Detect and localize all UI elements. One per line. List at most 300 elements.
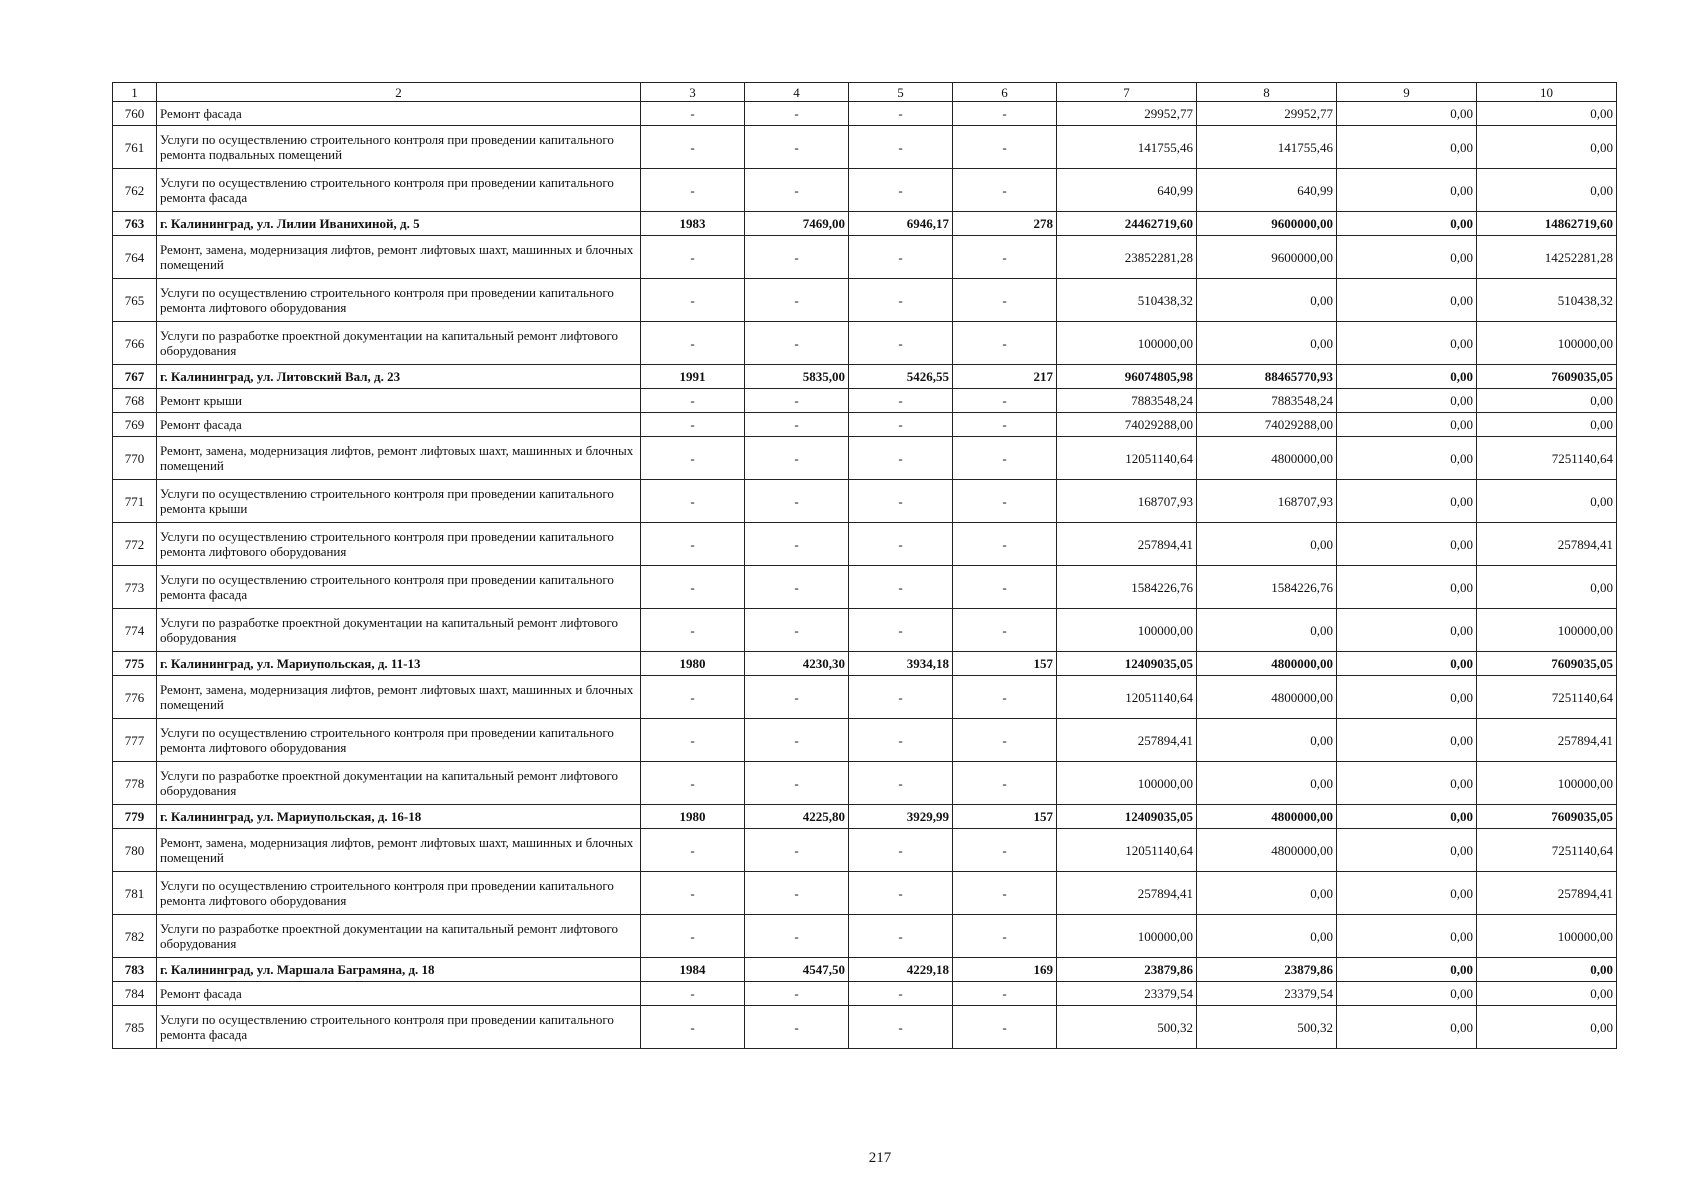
col-10-value: 0,00 bbox=[1477, 566, 1617, 609]
col-10-value: 0,00 bbox=[1477, 413, 1617, 437]
col-3-value: - bbox=[641, 762, 745, 805]
work-description: Услуги по осуществлению строительного контроля при проведении капитального ремонта фасада bbox=[157, 1006, 641, 1049]
work-description: г. Калининград, ул. Маршала Баграмяна, д. 18 bbox=[157, 958, 641, 982]
table-row bbox=[113, 437, 1617, 480]
col-6-value: - bbox=[953, 829, 1057, 872]
col-10-value: 7251140,64 bbox=[1477, 437, 1617, 480]
col-10-value: 7251140,64 bbox=[1477, 676, 1617, 719]
col-6-value: 278 bbox=[953, 212, 1057, 236]
col-9-value: 0,00 bbox=[1337, 982, 1477, 1006]
col-7-value: 12051140,64 bbox=[1057, 829, 1197, 872]
col-8-value: 168707,93 bbox=[1197, 480, 1337, 523]
col-9-value: 0,00 bbox=[1337, 829, 1477, 872]
col-6-value: - bbox=[953, 279, 1057, 322]
col-10-value: 7251140,64 bbox=[1477, 829, 1617, 872]
table-row bbox=[113, 762, 1617, 805]
row-number: 776 bbox=[113, 676, 157, 719]
table-row bbox=[113, 279, 1617, 322]
col-7-value: 168707,93 bbox=[1057, 480, 1197, 523]
col-10-value: 0,00 bbox=[1477, 958, 1617, 982]
col-6-value: 157 bbox=[953, 805, 1057, 829]
work-description: Ремонт фасада bbox=[157, 413, 641, 437]
table-row bbox=[113, 102, 1617, 126]
col-7-value: 257894,41 bbox=[1057, 719, 1197, 762]
col-7-value: 12051140,64 bbox=[1057, 676, 1197, 719]
col-9-value: 0,00 bbox=[1337, 480, 1477, 523]
col-8-value: 4800000,00 bbox=[1197, 829, 1337, 872]
col-6-value: - bbox=[953, 169, 1057, 212]
col-3-value: 1980 bbox=[641, 805, 745, 829]
col-3-value: - bbox=[641, 1006, 745, 1049]
col-9-value: 0,00 bbox=[1337, 413, 1477, 437]
col-10-value: 100000,00 bbox=[1477, 609, 1617, 652]
col-8-value: 0,00 bbox=[1197, 523, 1337, 566]
col-3-value: - bbox=[641, 566, 745, 609]
col-5-value: - bbox=[849, 566, 953, 609]
col-8-value: 74029288,00 bbox=[1197, 413, 1337, 437]
col-7-value: 74029288,00 bbox=[1057, 413, 1197, 437]
col-10-value: 7609035,05 bbox=[1477, 805, 1617, 829]
col-3-value: - bbox=[641, 719, 745, 762]
col-10-value: 0,00 bbox=[1477, 982, 1617, 1006]
row-number: 773 bbox=[113, 566, 157, 609]
table-row bbox=[113, 523, 1617, 566]
work-description: г. Калининград, ул. Мариупольская, д. 11-13 bbox=[157, 652, 641, 676]
work-description: Услуги по осуществлению строительного контроля при проведении капитального ремонта лифтового оборудования bbox=[157, 872, 641, 915]
table-row bbox=[113, 126, 1617, 169]
row-number: 785 bbox=[113, 1006, 157, 1049]
col-7-value: 100000,00 bbox=[1057, 762, 1197, 805]
col-9-value: 0,00 bbox=[1337, 958, 1477, 982]
col-5-value: - bbox=[849, 829, 953, 872]
col-7-value: 7883548,24 bbox=[1057, 389, 1197, 413]
col-10-value: 0,00 bbox=[1477, 169, 1617, 212]
col-6-value: - bbox=[953, 872, 1057, 915]
table-row bbox=[113, 915, 1617, 958]
col-5-value: - bbox=[849, 126, 953, 169]
work-description: Ремонт, замена, модернизация лифтов, ремонт лифтовых шахт, машинных и блочных помещений bbox=[157, 829, 641, 872]
col-9-value: 0,00 bbox=[1337, 437, 1477, 480]
col-4-value: - bbox=[745, 102, 849, 126]
col-8-value: 9600000,00 bbox=[1197, 212, 1337, 236]
row-number: 771 bbox=[113, 480, 157, 523]
col-4-value: 4225,80 bbox=[745, 805, 849, 829]
col-4-value: - bbox=[745, 322, 849, 365]
col-5-value: - bbox=[849, 676, 953, 719]
work-description: г. Калининград, ул. Лилии Иванихиной, д. 5 bbox=[157, 212, 641, 236]
table-row bbox=[113, 676, 1617, 719]
col-4-value: - bbox=[745, 566, 849, 609]
col-3-value: - bbox=[641, 169, 745, 212]
col-7-value: 24462719,60 bbox=[1057, 212, 1197, 236]
col-6-value: - bbox=[953, 762, 1057, 805]
col-5-value: 3929,99 bbox=[849, 805, 953, 829]
page-number: 217 bbox=[868, 1150, 892, 1166]
col-4-value: - bbox=[745, 437, 849, 480]
header-cell-1: 1 bbox=[113, 83, 157, 102]
col-10-value: 0,00 bbox=[1477, 102, 1617, 126]
col-5-value: - bbox=[849, 719, 953, 762]
col-5-value: - bbox=[849, 413, 953, 437]
col-8-value: 141755,46 bbox=[1197, 126, 1337, 169]
col-7-value: 257894,41 bbox=[1057, 872, 1197, 915]
table-row bbox=[113, 413, 1617, 437]
work-description: Услуги по осуществлению строительного контроля при проведении капитального ремонта лифтового оборудования bbox=[157, 523, 641, 566]
col-5-value: - bbox=[849, 279, 953, 322]
col-8-value: 500,32 bbox=[1197, 1006, 1337, 1049]
work-description: Ремонт фасада bbox=[157, 982, 641, 1006]
col-3-value: - bbox=[641, 982, 745, 1006]
col-8-value: 9600000,00 bbox=[1197, 236, 1337, 279]
row-number: 770 bbox=[113, 437, 157, 480]
col-7-value: 100000,00 bbox=[1057, 609, 1197, 652]
header-cell-10: 10 bbox=[1477, 83, 1617, 102]
work-description: Ремонт, замена, модернизация лифтов, ремонт лифтовых шахт, машинных и блочных помещений bbox=[157, 676, 641, 719]
document-table-container bbox=[112, 82, 1617, 1049]
col-3-value: - bbox=[641, 676, 745, 719]
row-number: 769 bbox=[113, 413, 157, 437]
row-number: 767 bbox=[113, 365, 157, 389]
col-3-value: 1980 bbox=[641, 652, 745, 676]
col-4-value: - bbox=[745, 413, 849, 437]
header-cell-9: 9 bbox=[1337, 83, 1477, 102]
col-3-value: - bbox=[641, 126, 745, 169]
work-description: Услуги по осуществлению строительного контроля при проведении капитального ремонта лифтового оборудования bbox=[157, 279, 641, 322]
header-cell-2: 2 bbox=[157, 83, 641, 102]
header-cell-5: 5 bbox=[849, 83, 953, 102]
col-7-value: 12051140,64 bbox=[1057, 437, 1197, 480]
col-6-value: 217 bbox=[953, 365, 1057, 389]
work-description: Ремонт, замена, модернизация лифтов, ремонт лифтовых шахт, машинных и блочных помещений bbox=[157, 236, 641, 279]
row-number: 761 bbox=[113, 126, 157, 169]
row-number: 782 bbox=[113, 915, 157, 958]
col-5-value: - bbox=[849, 982, 953, 1006]
col-4-value: - bbox=[745, 719, 849, 762]
row-number: 775 bbox=[113, 652, 157, 676]
col-8-value: 4800000,00 bbox=[1197, 652, 1337, 676]
col-3-value: 1983 bbox=[641, 212, 745, 236]
col-3-value: - bbox=[641, 523, 745, 566]
repair-works-table bbox=[112, 82, 1617, 1049]
col-9-value: 0,00 bbox=[1337, 1006, 1477, 1049]
col-10-value: 257894,41 bbox=[1477, 719, 1617, 762]
col-3-value: - bbox=[641, 102, 745, 126]
col-4-value: 5835,00 bbox=[745, 365, 849, 389]
work-description: Услуги по осуществлению строительного контроля при проведении капитального ремонта фасада bbox=[157, 169, 641, 212]
col-7-value: 96074805,98 bbox=[1057, 365, 1197, 389]
col-10-value: 0,00 bbox=[1477, 126, 1617, 169]
col-6-value: - bbox=[953, 322, 1057, 365]
col-7-value: 257894,41 bbox=[1057, 523, 1197, 566]
col-10-value: 100000,00 bbox=[1477, 762, 1617, 805]
col-3-value: - bbox=[641, 915, 745, 958]
col-9-value: 0,00 bbox=[1337, 389, 1477, 413]
row-number: 781 bbox=[113, 872, 157, 915]
address-summary-row bbox=[113, 958, 1617, 982]
col-8-value: 0,00 bbox=[1197, 322, 1337, 365]
col-5-value: 5426,55 bbox=[849, 365, 953, 389]
col-10-value: 0,00 bbox=[1477, 389, 1617, 413]
col-9-value: 0,00 bbox=[1337, 365, 1477, 389]
work-description: Услуги по разработке проектной документации на капитальный ремонт лифтового оборудования bbox=[157, 322, 641, 365]
table-row bbox=[113, 389, 1617, 413]
col-4-value: - bbox=[745, 389, 849, 413]
col-7-value: 23379,54 bbox=[1057, 982, 1197, 1006]
col-4-value: - bbox=[745, 762, 849, 805]
col-9-value: 0,00 bbox=[1337, 279, 1477, 322]
col-6-value: - bbox=[953, 719, 1057, 762]
col-3-value: 1984 bbox=[641, 958, 745, 982]
col-9-value: 0,00 bbox=[1337, 652, 1477, 676]
col-7-value: 141755,46 bbox=[1057, 126, 1197, 169]
col-5-value: - bbox=[849, 1006, 953, 1049]
row-number: 765 bbox=[113, 279, 157, 322]
row-number: 778 bbox=[113, 762, 157, 805]
work-description: Услуги по осуществлению строительного контроля при проведении капитального ремонта фасада bbox=[157, 566, 641, 609]
row-number: 762 bbox=[113, 169, 157, 212]
col-9-value: 0,00 bbox=[1337, 322, 1477, 365]
col-5-value: - bbox=[849, 872, 953, 915]
col-9-value: 0,00 bbox=[1337, 236, 1477, 279]
col-8-value: 7883548,24 bbox=[1197, 389, 1337, 413]
col-10-value: 100000,00 bbox=[1477, 322, 1617, 365]
col-5-value: - bbox=[849, 609, 953, 652]
table-row bbox=[113, 566, 1617, 609]
col-4-value: - bbox=[745, 236, 849, 279]
col-6-value: - bbox=[953, 1006, 1057, 1049]
table-body bbox=[113, 102, 1617, 1049]
col-10-value: 257894,41 bbox=[1477, 872, 1617, 915]
work-description: Услуги по разработке проектной документации на капитальный ремонт лифтового оборудования bbox=[157, 609, 641, 652]
col-5-value: - bbox=[849, 762, 953, 805]
row-number: 784 bbox=[113, 982, 157, 1006]
col-10-value: 100000,00 bbox=[1477, 915, 1617, 958]
col-6-value: - bbox=[953, 236, 1057, 279]
address-summary-row bbox=[113, 365, 1617, 389]
col-6-value: 169 bbox=[953, 958, 1057, 982]
work-description: Услуги по осуществлению строительного контроля при проведении капитального ремонта лифтового оборудования bbox=[157, 719, 641, 762]
col-3-value: - bbox=[641, 437, 745, 480]
col-7-value: 12409035,05 bbox=[1057, 805, 1197, 829]
col-3-value: 1991 bbox=[641, 365, 745, 389]
col-4-value: 4230,30 bbox=[745, 652, 849, 676]
col-8-value: 640,99 bbox=[1197, 169, 1337, 212]
row-number: 783 bbox=[113, 958, 157, 982]
table-row bbox=[113, 322, 1617, 365]
row-number: 772 bbox=[113, 523, 157, 566]
table-row bbox=[113, 236, 1617, 279]
table-row bbox=[113, 872, 1617, 915]
row-number: 763 bbox=[113, 212, 157, 236]
header-cell-3: 3 bbox=[641, 83, 745, 102]
row-number: 760 bbox=[113, 102, 157, 126]
col-6-value: - bbox=[953, 413, 1057, 437]
col-4-value: 4547,50 bbox=[745, 958, 849, 982]
col-7-value: 29952,77 bbox=[1057, 102, 1197, 126]
col-4-value: - bbox=[745, 872, 849, 915]
col-9-value: 0,00 bbox=[1337, 169, 1477, 212]
col-4-value: - bbox=[745, 829, 849, 872]
col-10-value: 14862719,60 bbox=[1477, 212, 1617, 236]
col-7-value: 640,99 bbox=[1057, 169, 1197, 212]
col-10-value: 0,00 bbox=[1477, 480, 1617, 523]
col-5-value: - bbox=[849, 915, 953, 958]
col-6-value: - bbox=[953, 480, 1057, 523]
col-5-value: - bbox=[849, 169, 953, 212]
col-6-value: 157 bbox=[953, 652, 1057, 676]
col-4-value: - bbox=[745, 480, 849, 523]
col-10-value: 0,00 bbox=[1477, 1006, 1617, 1049]
col-7-value: 1584226,76 bbox=[1057, 566, 1197, 609]
col-9-value: 0,00 bbox=[1337, 212, 1477, 236]
col-7-value: 510438,32 bbox=[1057, 279, 1197, 322]
col-7-value: 100000,00 bbox=[1057, 322, 1197, 365]
col-8-value: 1584226,76 bbox=[1197, 566, 1337, 609]
table-row bbox=[113, 1006, 1617, 1049]
col-10-value: 7609035,05 bbox=[1477, 365, 1617, 389]
col-5-value: - bbox=[849, 437, 953, 480]
col-9-value: 0,00 bbox=[1337, 915, 1477, 958]
row-number: 764 bbox=[113, 236, 157, 279]
table-row bbox=[113, 982, 1617, 1006]
row-number: 780 bbox=[113, 829, 157, 872]
col-3-value: - bbox=[641, 480, 745, 523]
address-summary-row bbox=[113, 805, 1617, 829]
row-number: 768 bbox=[113, 389, 157, 413]
table-row bbox=[113, 169, 1617, 212]
work-description: г. Калининград, ул. Мариупольская, д. 16-18 bbox=[157, 805, 641, 829]
col-8-value: 0,00 bbox=[1197, 609, 1337, 652]
work-description: Ремонт крыши bbox=[157, 389, 641, 413]
col-9-value: 0,00 bbox=[1337, 719, 1477, 762]
col-5-value: - bbox=[849, 102, 953, 126]
col-6-value: - bbox=[953, 389, 1057, 413]
col-8-value: 4800000,00 bbox=[1197, 676, 1337, 719]
address-summary-row bbox=[113, 212, 1617, 236]
work-description: Услуги по разработке проектной документации на капитальный ремонт лифтового оборудования bbox=[157, 762, 641, 805]
table-row bbox=[113, 719, 1617, 762]
col-8-value: 0,00 bbox=[1197, 719, 1337, 762]
col-9-value: 0,00 bbox=[1337, 102, 1477, 126]
col-5-value: - bbox=[849, 523, 953, 566]
col-3-value: - bbox=[641, 236, 745, 279]
col-6-value: - bbox=[953, 982, 1057, 1006]
col-8-value: 29952,77 bbox=[1197, 102, 1337, 126]
col-6-value: - bbox=[953, 126, 1057, 169]
work-description: Ремонт, замена, модернизация лифтов, ремонт лифтовых шахт, машинных и блочных помещений bbox=[157, 437, 641, 480]
col-4-value: - bbox=[745, 1006, 849, 1049]
col-4-value: - bbox=[745, 915, 849, 958]
col-10-value: 510438,32 bbox=[1477, 279, 1617, 322]
table-row bbox=[113, 480, 1617, 523]
col-5-value: 3934,18 bbox=[849, 652, 953, 676]
row-number: 766 bbox=[113, 322, 157, 365]
col-3-value: - bbox=[641, 389, 745, 413]
work-description: Услуги по разработке проектной документации на капитальный ремонт лифтового оборудования bbox=[157, 915, 641, 958]
col-9-value: 0,00 bbox=[1337, 126, 1477, 169]
header-cell-4: 4 bbox=[745, 83, 849, 102]
header-cell-7: 7 bbox=[1057, 83, 1197, 102]
work-description: Ремонт фасада bbox=[157, 102, 641, 126]
col-5-value: 4229,18 bbox=[849, 958, 953, 982]
col-3-value: - bbox=[641, 413, 745, 437]
work-description: г. Калининград, ул. Литовский Вал, д. 23 bbox=[157, 365, 641, 389]
col-10-value: 14252281,28 bbox=[1477, 236, 1617, 279]
col-7-value: 12409035,05 bbox=[1057, 652, 1197, 676]
col-7-value: 500,32 bbox=[1057, 1006, 1197, 1049]
col-7-value: 23852281,28 bbox=[1057, 236, 1197, 279]
col-4-value: - bbox=[745, 609, 849, 652]
col-4-value: - bbox=[745, 126, 849, 169]
row-number: 779 bbox=[113, 805, 157, 829]
col-6-value: - bbox=[953, 523, 1057, 566]
col-6-value: - bbox=[953, 102, 1057, 126]
col-3-value: - bbox=[641, 322, 745, 365]
col-7-value: 23879,86 bbox=[1057, 958, 1197, 982]
col-3-value: - bbox=[641, 279, 745, 322]
column-number-header-row bbox=[113, 83, 1617, 102]
col-8-value: 0,00 bbox=[1197, 915, 1337, 958]
col-5-value: - bbox=[849, 322, 953, 365]
col-5-value: - bbox=[849, 480, 953, 523]
col-9-value: 0,00 bbox=[1337, 872, 1477, 915]
col-9-value: 0,00 bbox=[1337, 762, 1477, 805]
row-number: 774 bbox=[113, 609, 157, 652]
col-9-value: 0,00 bbox=[1337, 805, 1477, 829]
col-4-value: - bbox=[745, 982, 849, 1006]
col-6-value: - bbox=[953, 437, 1057, 480]
work-description: Услуги по осуществлению строительного контроля при проведении капитального ремонта крыши bbox=[157, 480, 641, 523]
table-row bbox=[113, 609, 1617, 652]
col-8-value: 23879,86 bbox=[1197, 958, 1337, 982]
col-3-value: - bbox=[641, 609, 745, 652]
col-3-value: - bbox=[641, 872, 745, 915]
col-6-value: - bbox=[953, 915, 1057, 958]
col-9-value: 0,00 bbox=[1337, 676, 1477, 719]
col-4-value: - bbox=[745, 676, 849, 719]
col-4-value: - bbox=[745, 169, 849, 212]
header-cell-8: 8 bbox=[1197, 83, 1337, 102]
col-8-value: 0,00 bbox=[1197, 279, 1337, 322]
col-8-value: 0,00 bbox=[1197, 872, 1337, 915]
col-10-value: 257894,41 bbox=[1477, 523, 1617, 566]
col-6-value: - bbox=[953, 676, 1057, 719]
row-number: 777 bbox=[113, 719, 157, 762]
col-9-value: 0,00 bbox=[1337, 523, 1477, 566]
col-9-value: 0,00 bbox=[1337, 609, 1477, 652]
address-summary-row bbox=[113, 652, 1617, 676]
col-5-value: - bbox=[849, 389, 953, 413]
col-4-value: - bbox=[745, 523, 849, 566]
col-4-value: 7469,00 bbox=[745, 212, 849, 236]
work-description: Услуги по осуществлению строительного контроля при проведении капитального ремонта подвальных помещений bbox=[157, 126, 641, 169]
col-6-value: - bbox=[953, 566, 1057, 609]
header-cell-6: 6 bbox=[953, 83, 1057, 102]
col-8-value: 23379,54 bbox=[1197, 982, 1337, 1006]
col-4-value: - bbox=[745, 279, 849, 322]
col-6-value: - bbox=[953, 609, 1057, 652]
col-5-value: - bbox=[849, 236, 953, 279]
col-10-value: 7609035,05 bbox=[1477, 652, 1617, 676]
col-8-value: 4800000,00 bbox=[1197, 437, 1337, 480]
col-8-value: 88465770,93 bbox=[1197, 365, 1337, 389]
col-3-value: - bbox=[641, 829, 745, 872]
col-5-value: 6946,17 bbox=[849, 212, 953, 236]
col-8-value: 0,00 bbox=[1197, 762, 1337, 805]
col-8-value: 4800000,00 bbox=[1197, 805, 1337, 829]
col-7-value: 100000,00 bbox=[1057, 915, 1197, 958]
table-row bbox=[113, 829, 1617, 872]
